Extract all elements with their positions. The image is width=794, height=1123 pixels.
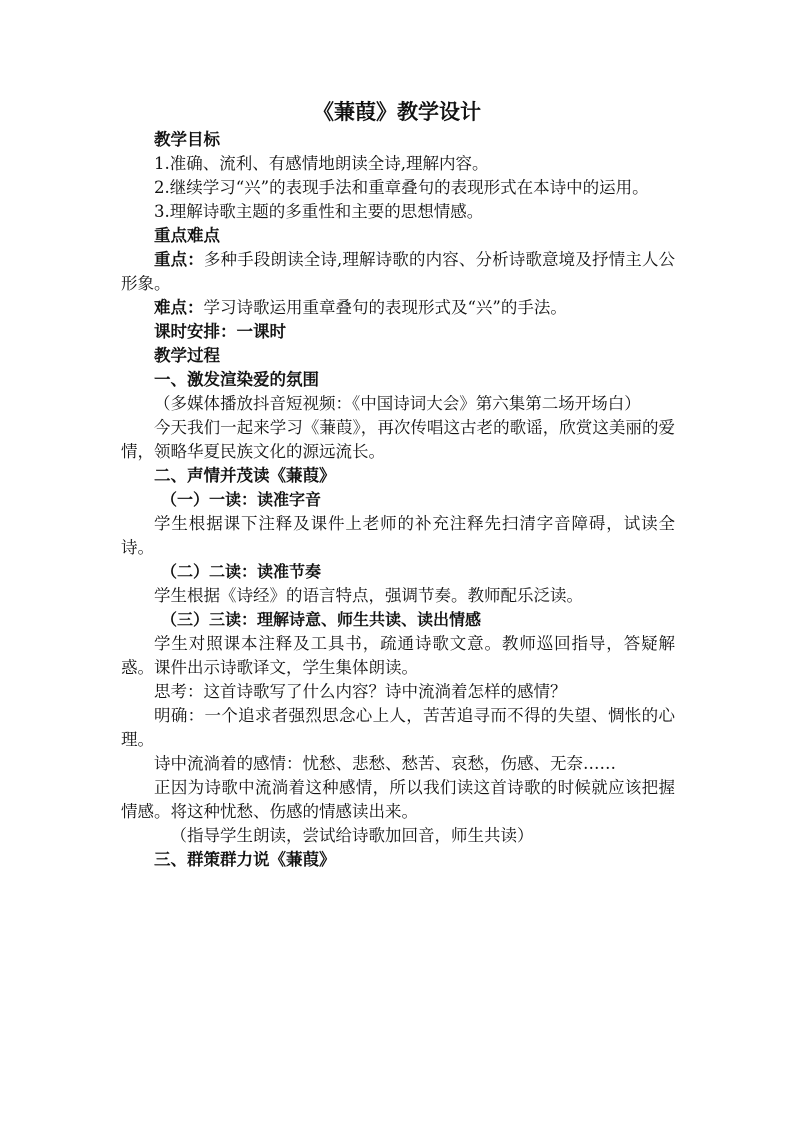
goal-3: 3.理解诗歌主题的多重性和主要的思想情感。 — [154, 202, 484, 221]
section-2-sub-1: （一）一读：读准字音 — [161, 490, 322, 509]
section-2-sub-3-paragraph: 思考：这首诗歌写了什么内容？诗中流淌着怎样的感情？ — [154, 682, 567, 701]
difficulty-label: 难点： — [154, 298, 204, 317]
section-2-sub-3: （三）三读：理解诗意、师生共读、读出情感 — [161, 610, 482, 629]
difficulty-text: 学习诗歌运用重章叠句的表现形式及“兴”的手法。 — [203, 298, 567, 317]
section-2-sub-3-paragraph: 正因为诗歌中流淌着这种感情，所以我们读这首诗歌的时候就应该把握情感。将这种忧愁、伤感的情感读出来。 — [121, 778, 675, 821]
process-heading: 教学过程 — [154, 346, 220, 365]
section-2-sub-3-paragraph: 诗中流淌着的感情：忧愁、悲愁、愁苦、哀愁，伤感、无奈…… — [154, 754, 616, 773]
section-2-sub-3-paragraph: 明确：一个追求者强烈思念心上人，苦苦追寻而不得的失望、惆怅的心理。 — [121, 706, 675, 749]
section-2-note: （指导学生朗读，尝试给诗歌加回音，师生共读） — [170, 826, 534, 845]
section-1-paragraph: 今天我们一起来学习《蒹葭》，再次传唱这古老的歌谣，欣赏这美丽的爱情，领略华夏民族文化的源远流长。 — [121, 418, 675, 461]
difficulty — [121, 296, 675, 320]
section-2-heading: 二、声情并茂读《蒹葭》 — [154, 466, 336, 485]
section-2-sub-2-text: 学生根据《诗经》的语言特点，强调节奏。教师配乐泛读。 — [154, 586, 583, 605]
section-2-sub-1-text: 学生根据课下注释及课件上老师的补充注释先扫清字音障碍，试读全诗。 — [121, 514, 675, 557]
key-heading: 重点难点 — [154, 226, 220, 245]
key-point — [121, 248, 675, 296]
section-2-sub-3-paragraph: 学生对照课本注释及工具书，疏通诗歌文意。教师巡回指导，答疑解惑。课件出示诗歌译文，学生集体朗读。 — [121, 634, 675, 677]
section-1-heading: 一、激发渲染爱的氛围 — [154, 370, 319, 389]
section-3-heading: 三、群策群力说《蒹葭》 — [154, 850, 336, 869]
key-point-text: 多种手段朗读全诗,理解诗歌的内容、分析诗歌意境及抒情主人公形象。 — [121, 250, 676, 293]
section-1-paragraph: （多媒体播放抖音短视频：《中国诗词大会》第六集第二场开场白） — [154, 394, 641, 413]
goal-2: 2.继续学习“兴”的表现手法和重章叠句的表现形式在本诗中的运用。 — [154, 178, 649, 197]
goal-1: 1.准确、流利、有感情地朗读全诗,理解内容。 — [154, 154, 489, 173]
schedule: 课时安排：一课时 — [154, 322, 286, 341]
goals-heading: 教学目标 — [154, 130, 220, 149]
key-point-label: 重点： — [154, 250, 204, 269]
document-title: 《蒹葭》教学设计 — [313, 100, 481, 124]
document-body — [121, 128, 675, 872]
section-2-sub-2: （二）二读：读准节奏 — [161, 562, 322, 581]
